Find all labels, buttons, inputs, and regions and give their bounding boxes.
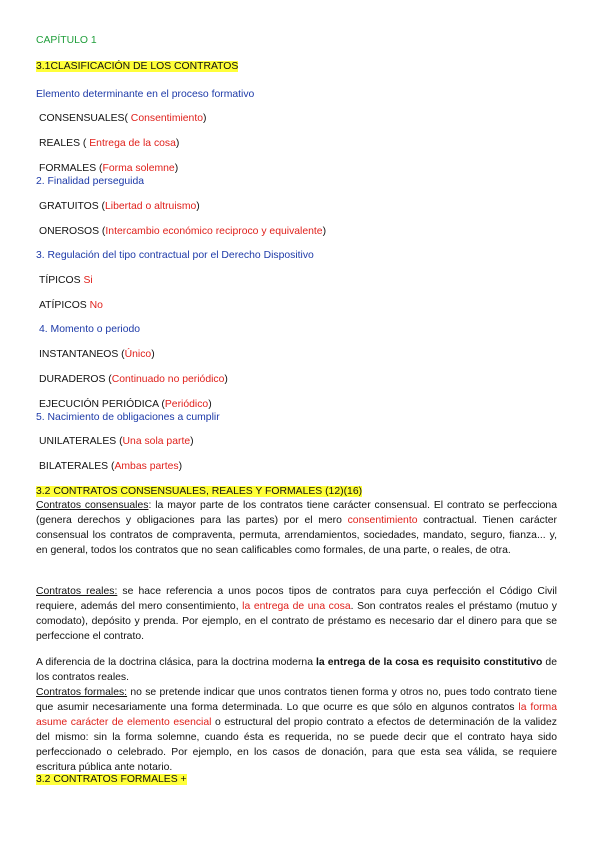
section-heading-3-1 xyxy=(36,60,238,73)
item-gratuitos xyxy=(39,200,200,213)
item-close: ) xyxy=(196,201,200,212)
item-term: FORMALES ( xyxy=(39,163,103,174)
item-note: Ambas partes xyxy=(114,461,179,472)
item-close: ) xyxy=(322,226,327,237)
paragraph-label: Contratos reales: xyxy=(36,586,118,597)
item-close: ) xyxy=(175,138,180,149)
item-duraderos xyxy=(39,373,228,386)
item-unilaterales xyxy=(39,435,194,448)
paragraph-highlight-text: la entrega de una cosa xyxy=(242,601,351,612)
item-onerosos xyxy=(39,225,326,238)
paragraph-text: : la mayor parte de los contratos tiene carácter consensual. El contrato se perfecciona (genera derechos y obligaciones para las partes) por el mero xyxy=(36,500,557,526)
paragraph-consensuales xyxy=(36,498,557,558)
item-note: Si xyxy=(83,275,93,286)
item-note: Periódico xyxy=(164,399,209,410)
paragraph-text: contractual. Tienen carácter consensual los contratos de compraventa, permuta, arrendamientos, sociedades, mandato, seguro, fianza... y, en general, todos los contratos que no sean calificables como formales, de una parte, o reales, de otra. xyxy=(36,515,557,556)
heading-highlight: 3.2 CONTRATOS CONSENSUALES, REALES Y FORMALES (12)(16) xyxy=(36,486,363,497)
heading-highlight: 3.2 CONTRATOS FORMALES + xyxy=(36,774,187,785)
item-tipicos xyxy=(39,274,93,287)
item-term: BILATERALES ( xyxy=(39,461,115,472)
item-atipicos xyxy=(39,299,103,312)
item-term: ATÍPICOS xyxy=(39,300,90,311)
item-term: DURADEROS ( xyxy=(39,374,112,385)
paragraph-highlight-text: consentimiento xyxy=(347,515,418,526)
paragraph-text: o estructural del propio contrato a efectos de determinación de la validez del mismo: sin la forma solemne, cuando ésta es requerida, no se puede decir que el contrato haya sido perfeccionado o celebrado. Por ejemplo, en los casos de donación, para que esta sea válida, se requiere escritura pública ante notario. xyxy=(36,717,557,773)
paragraph-label: Contratos consensuales xyxy=(36,500,149,511)
item-close: ) xyxy=(174,163,179,174)
item-close: ) xyxy=(151,349,155,360)
item-instantaneos xyxy=(39,348,155,361)
section-heading-3-2-formales xyxy=(36,773,187,786)
subsection-title-3: 3. Regulación del tipo contractual por el Derecho Dispositivo xyxy=(36,250,314,261)
item-formales xyxy=(39,162,178,175)
item-note: Único xyxy=(124,349,152,360)
item-close: ) xyxy=(203,113,207,124)
chapter-heading: CAPÍTULO 1 xyxy=(36,35,97,46)
item-term: INSTANTANEOS ( xyxy=(39,349,125,360)
item-consensuales xyxy=(39,112,206,125)
paragraph-text: A diferencia de la doctrina clásica, para la doctrina moderna xyxy=(36,657,317,668)
paragraph-highlight-text: la forma asume carácter de elemento esencial xyxy=(36,702,557,728)
paragraph-text: . Son contratos reales el préstamo (mutuo y comodato), depósito y prenda. Por ejemplo, en el contrato de préstamo es necesario dar el dinero para que se perfeccione el contrato. xyxy=(36,601,558,642)
paragraph-doctrina xyxy=(36,655,557,685)
subsection-title-5: 5. Nacimiento de obligaciones a cumplir xyxy=(36,412,220,423)
item-close: ) xyxy=(208,399,212,410)
item-term: TÍPICOS xyxy=(39,275,84,286)
item-ejecucion-periodica xyxy=(39,398,212,411)
item-note: No xyxy=(89,300,103,311)
item-close: ) xyxy=(224,374,228,385)
item-term: CONSENSUALES( xyxy=(39,113,128,124)
item-note: Una sola parte xyxy=(122,436,191,447)
item-term: GRATUITOS ( xyxy=(39,201,106,212)
subsection-title-4: 4. Momento o periodo xyxy=(39,324,141,335)
paragraph-formales xyxy=(36,685,557,775)
paragraph-bold-text: la entrega de la cosa es requisito constitutivo xyxy=(316,657,543,668)
paragraph-text: se hace referencia a unos pocos tipos de contratos para cuya perfección el Código Civil requiere, además del mero consentimiento, xyxy=(36,586,557,612)
heading-highlight: 3.1CLASIFICACIÓN DE LOS CONTRATOS xyxy=(36,61,239,72)
paragraph-text: no se pretende indicar que unos contratos tienen forma y otros no, pues todo contrato tiene que asumir necesariamente una forma determinada. Lo que ocurre es que sólo en algunos contratos xyxy=(36,687,557,713)
item-term: REALES ( xyxy=(39,138,87,149)
subsection-title-1: Elemento determinante en el proceso formativo xyxy=(36,89,255,100)
item-close: ) xyxy=(190,436,194,447)
item-term: EJECUCIÓN PERIÓDICA ( xyxy=(39,399,165,410)
item-term: UNILATERALES ( xyxy=(39,436,123,447)
paragraph-label: Contratos formales: xyxy=(36,687,128,698)
subsection-title-2: 2. Finalidad perseguida xyxy=(36,176,145,187)
section-heading-3-2 xyxy=(36,485,362,498)
item-term: ONEROSOS ( xyxy=(39,226,106,237)
item-bilaterales xyxy=(39,460,182,473)
item-reales xyxy=(39,137,179,150)
paragraph-reales xyxy=(36,584,557,644)
item-note: Consentimiento xyxy=(127,113,204,124)
item-note: Forma solemne xyxy=(102,163,175,174)
item-note: Continuado no periódico xyxy=(111,374,225,385)
paragraph-text: de los contratos reales. xyxy=(36,657,557,683)
item-note: Intercambio económico reciproco y equivalente xyxy=(105,226,323,237)
item-note: Libertad o altruismo xyxy=(105,201,197,212)
item-close: ) xyxy=(178,461,183,472)
item-note: Entrega de la cosa xyxy=(86,138,176,149)
